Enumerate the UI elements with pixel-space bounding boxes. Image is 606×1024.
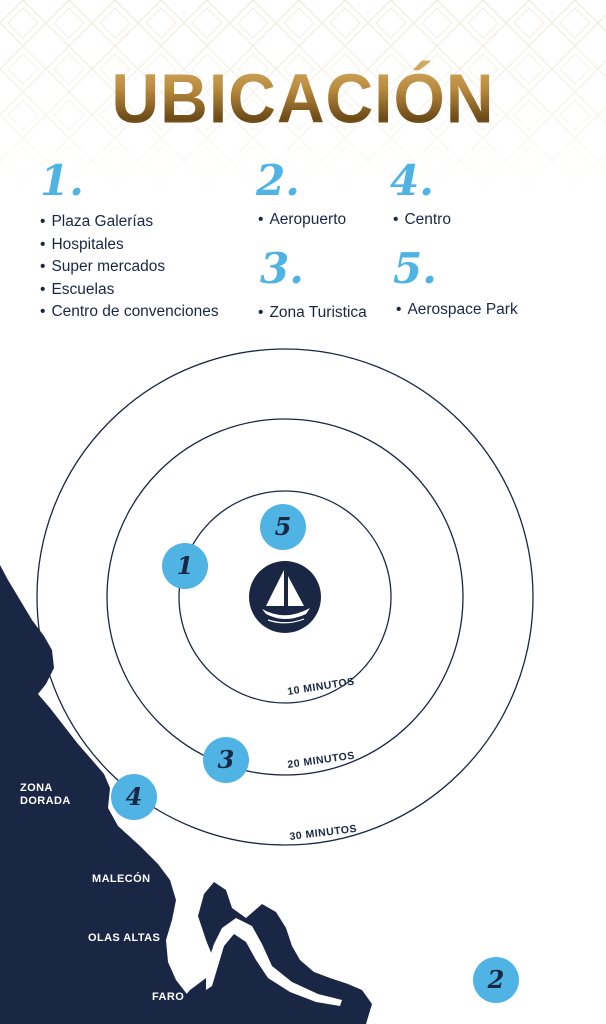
group-1-number: 1. [40,156,84,205]
group-2-number: 2. [256,156,300,205]
svg-text:1: 1 [176,551,194,580]
place-label-zona: ZONA [20,782,53,794]
list-item: • Centro de convenciones [40,301,219,324]
badge-1 [162,543,208,589]
list-item: • Aeropuerto [258,209,346,232]
svg-text:5: 5 [274,512,292,541]
place-label-olas-altas: OLAS ALTAS [88,932,161,944]
list-item: • Super mercados [40,256,219,279]
svg-text:3: 3 [217,745,235,774]
estuary-land [172,882,372,1024]
location-map [0,330,606,1024]
badge-4 [111,774,157,820]
list-item: • Hospitales [40,234,219,257]
list-item: • Aerospace Park [396,299,518,322]
list-item: • Escuelas [40,279,219,302]
list-item: • Zona Turistica [258,302,367,325]
place-label-faro: FARO [152,991,185,1003]
group-3-number: 3. [260,244,304,293]
svg-text:4: 4 [125,782,143,811]
ring-label-30: 30 MINUTOS [288,822,358,843]
badge-3 [203,737,249,783]
ring-label-20: 20 MINUTOS [286,749,356,771]
badge-5 [260,504,306,550]
group-1-list [40,211,219,324]
group-4-list [393,209,451,232]
list-item: • Plaza Galerías [40,211,219,234]
group-4-number: 4. [390,156,434,205]
svg-text:2: 2 [487,965,505,994]
page-title: UBICACIÓN [0,56,606,141]
sailboat-icon [249,561,321,633]
place-label-dorada: DORADA [20,795,71,807]
group-5-list [396,299,518,322]
group-3-list [258,302,367,325]
list-item: • Centro [393,209,451,232]
badge-2 [473,957,519,1003]
group-5-number: 5. [393,244,437,293]
ring-label-10: 10 MINUTOS [286,675,356,698]
group-2-list [258,209,346,232]
place-label-malecon: MALECÓN [92,873,151,885]
